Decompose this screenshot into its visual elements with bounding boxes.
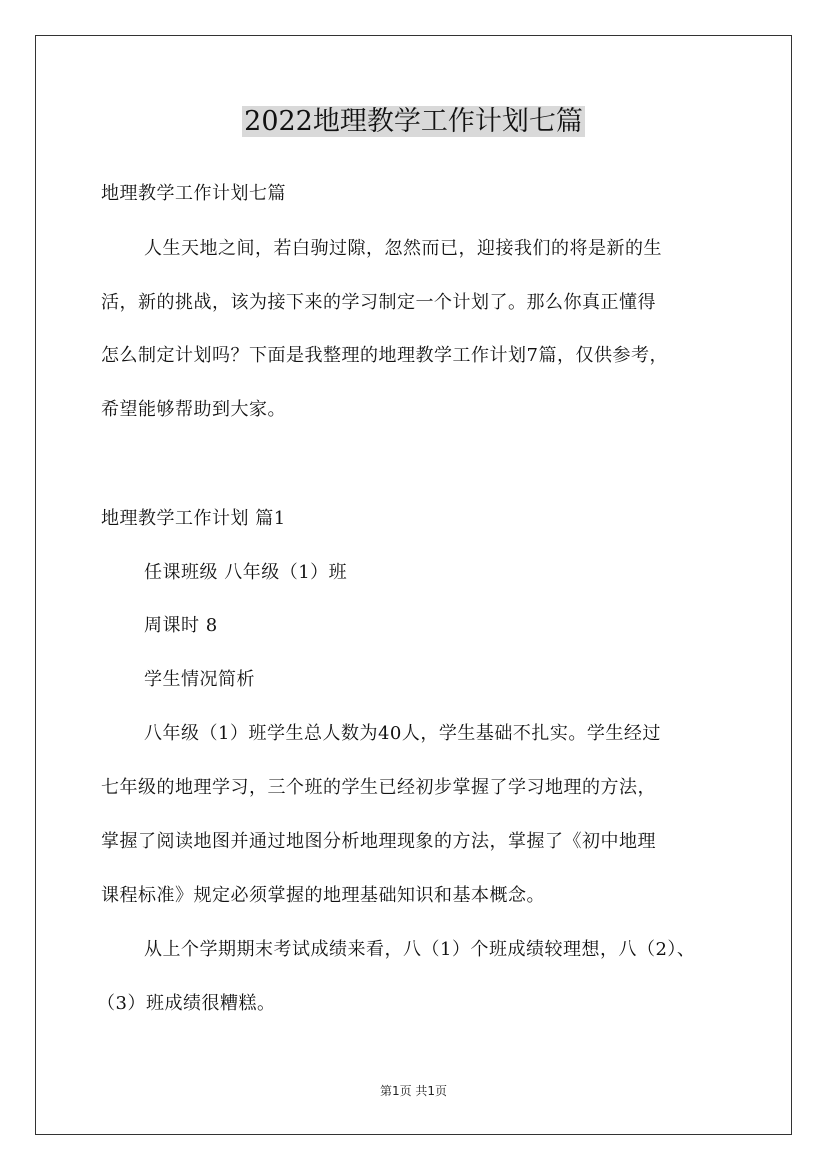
analysis-line-1: 八年级（1）班学生总人数为40人，学生基础不扎实。学生经过 xyxy=(144,723,661,744)
document-subtitle: 地理教学工作计划七篇 xyxy=(101,183,286,204)
intro-line-1: 人生天地之间，若白驹过隙，忽然而已，迎接我们的将是新的生 xyxy=(144,238,662,259)
intro-line-4: 希望能够帮助到大家。 xyxy=(101,399,286,420)
class-line: 任课班级 八年级（1）班 xyxy=(144,562,348,583)
document-title-text: 2022地理教学工作计划七篇 xyxy=(244,106,583,137)
analysis-line-3: 掌握了阅读地图并通过地图分析地理现象的方法，掌握了《初中地理 xyxy=(101,831,656,852)
section-heading: 地理教学工作计划 篇1 xyxy=(101,508,286,529)
hours-line: 周课时 8 xyxy=(144,615,218,636)
intro-line-3: 怎么制定计划吗？下面是我整理的地理教学工作计划7篇，仅供参考， xyxy=(101,345,668,366)
analysis-line-4: 课程标准》规定必须掌握的地理基础知识和基本概念。 xyxy=(101,885,545,906)
analysis-line-2: 七年级的地理学习，三个班的学生已经初步掌握了学习地理的方法， xyxy=(101,777,656,798)
intro-line-2: 活，新的挑战，该为接下来的学习制定一个计划了。那么你真正懂得 xyxy=(101,292,656,313)
results-line-1: 从上个学期期末考试成绩来看，八（1）个班成绩较理想，八（2）、 xyxy=(144,939,696,960)
analysis-heading: 学生情况简析 xyxy=(144,669,255,690)
results-line-2: （3）班成绩很糟糕。 xyxy=(97,993,276,1014)
page-footer: 第1页 共1页 xyxy=(379,1084,448,1098)
document-title xyxy=(0,100,827,144)
